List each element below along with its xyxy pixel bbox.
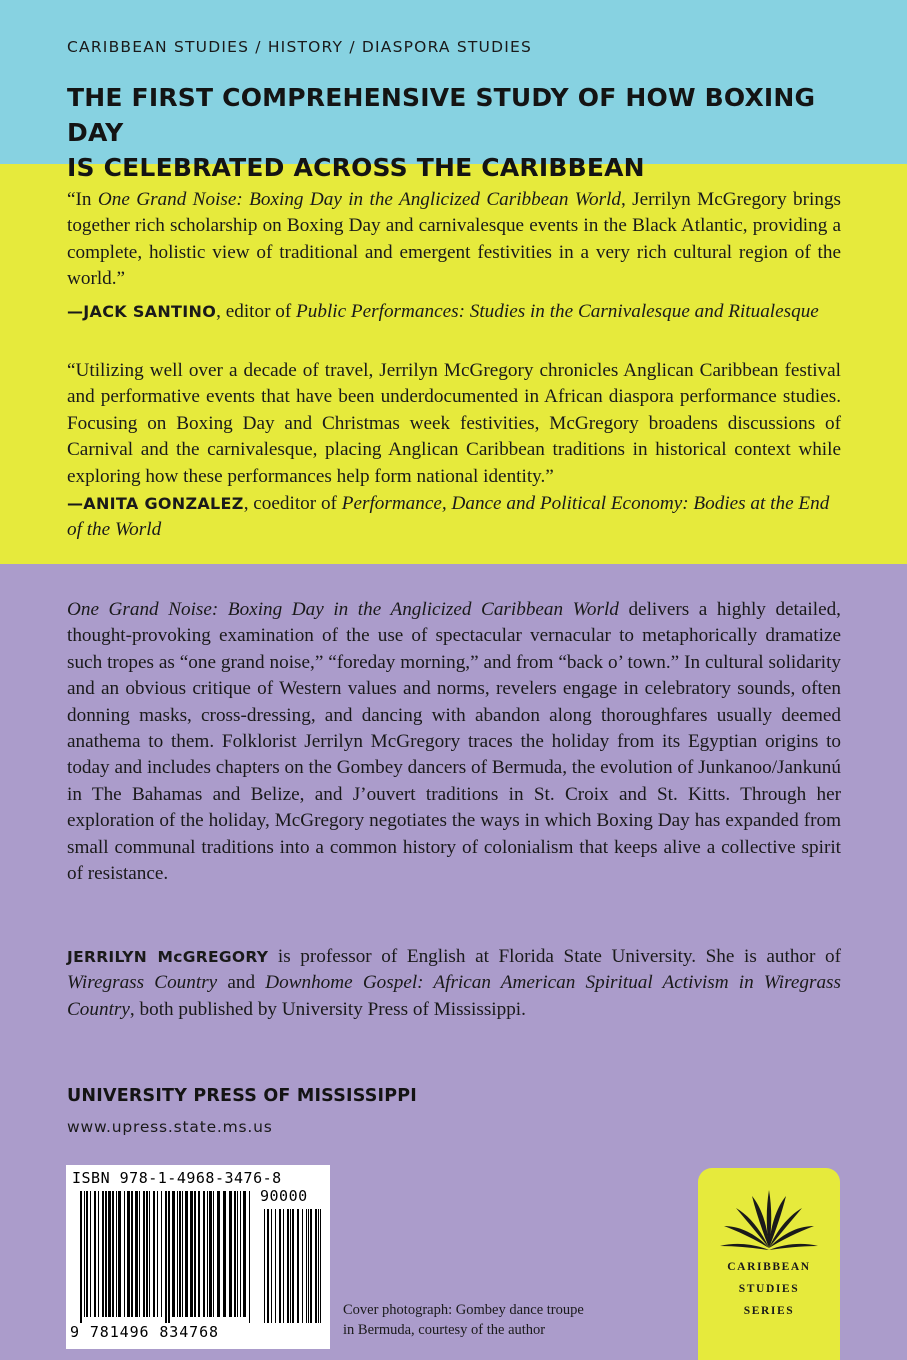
series-label-line-3: SERIES [743,1305,795,1317]
publisher-name: UNIVERSITY PRESS OF MISSISSIPPI [67,1086,418,1106]
isbn-number: ISBN 978-1-4968-3476-8 [72,1169,282,1187]
barcode-bar [177,1191,178,1317]
barcode-bar [185,1191,188,1317]
caption-line-1: Cover photograph: Gombey dance troupe [343,1302,584,1318]
barcode-bar [194,1191,196,1317]
blurb-1-role: , editor of [216,301,297,322]
isbn-barcode [66,1165,330,1349]
publisher-url[interactable]: www.upress.state.ms.us [67,1118,273,1136]
blurb-2-attribution [67,491,841,544]
barcode-bar [86,1191,88,1317]
barcode-bar [203,1191,205,1317]
barcode-bar [237,1191,238,1317]
barcode-bar [287,1209,289,1323]
barcode-bar [234,1191,236,1317]
series-badge [698,1168,840,1360]
barcode-bar [112,1191,114,1317]
barcode-bar [105,1191,107,1317]
barcode-bar [94,1191,96,1317]
blurb-2-role: , coeditor of [243,493,342,514]
series-label-line-1: CARIBBEAN [727,1261,811,1273]
barcode-bar [315,1209,317,1323]
barcode-bar [172,1191,175,1317]
blurb-1-work: Public Performances: Studies in the Carnivalesque and Ritualesque [296,301,819,322]
barcode-bar [207,1191,208,1317]
barcode-bar [102,1191,104,1317]
barcode-bar [292,1209,294,1323]
author-name: JERRILYN McGREGORY [67,948,269,966]
series-label [698,1256,840,1322]
barcode-bar [198,1191,200,1317]
bio-text-2: , both published by University Press of Mississippi. [129,998,526,1020]
bio-and: and [217,972,266,994]
barcode-bar [302,1209,303,1323]
blurb-1-attribution [67,299,841,325]
barcode-bar [116,1191,117,1317]
headline-line-1: THE FIRST COMPREHENSIVE STUDY OF HOW BOXING DAY [67,83,816,147]
blurb-1-quote [67,187,841,293]
barcode-bar [306,1209,307,1323]
series-label-line-2: STUDIES [738,1283,800,1295]
barcode-bar [297,1209,299,1323]
barcode-bar [267,1209,269,1323]
barcode-bar [146,1191,148,1317]
barcode-bar [229,1191,232,1317]
barcode-bar [243,1191,246,1317]
barcode-bar [318,1209,319,1323]
barcode-bar [308,1209,309,1323]
barcode-bar [320,1209,321,1323]
barcode-bar [275,1209,276,1323]
barcode-bar [213,1191,214,1317]
barcode-bar [80,1191,82,1323]
barcode-bar [190,1191,193,1317]
barcode-bar [157,1191,158,1317]
barcode-bar [223,1191,226,1317]
barcode-bar [209,1191,212,1317]
barcode-bar [279,1209,281,1323]
barcode-bar [153,1191,155,1317]
fan-palm-icon [714,1188,824,1252]
cover-caption [343,1300,643,1340]
barcode-bar [108,1191,111,1317]
barcode-digits: 9 781496 834768 [70,1323,219,1341]
barcode-bar [127,1191,130,1317]
blurb-1-author: —JACK SANTINO [67,302,217,321]
blurb-1-quote-open: “In [67,189,98,210]
blurb-2-author: —ANITA GONZALEZ [67,494,244,513]
barcode-bar [290,1209,291,1323]
barcode-bar [149,1191,150,1317]
bio-book-2: Downhome Gospel: African American Spiritual Activism in Wiregrass Country [67,972,841,1020]
book-description [67,597,841,887]
barcode-bar [249,1191,250,1323]
barcode-bar [310,1209,312,1323]
barcode-bar [90,1191,91,1317]
bio-book-1: Wiregrass Country [67,972,218,994]
barcode-bar [135,1191,138,1317]
barcode-bar [139,1191,140,1317]
barcode-bar [182,1191,183,1317]
barcode-bar [217,1191,220,1317]
barcode-bar [84,1191,85,1317]
barcode-bar [271,1209,272,1323]
barcode-bar [124,1191,125,1317]
blurb-2-work: Performance, Dance and Political Economy: Bodies at the End of the World [67,493,830,541]
barcode-bar [131,1191,133,1317]
author-bio [67,944,841,1023]
subject-categories: CARIBBEAN STUDIES / HISTORY / DIASPORA STUDIES [67,38,533,56]
barcode-bar [143,1191,145,1317]
barcode-bar [118,1191,121,1317]
barcode-bar [168,1191,170,1323]
blurb-2-quote: “Utilizing well over a decade of travel, Jerrilyn McGregory chronicles Anglican Caribbean festival and performative events that have been underdocumented in African diaspora performance studies. Focusing on Boxing Day and Christmas week festivities, McGregory broadens discussions of Carnival and the carnivalesque, placing Anglican Caribbean traditions in historical context while exploring how these performances help form national identity.” [67,360,841,487]
caption-line-2: in Bermuda, courtesy of the author [343,1322,546,1338]
barcode-bar [179,1191,181,1317]
description-book-title: One Grand Noise: Boxing Day in the Anglicized Caribbean World [67,599,619,620]
barcode-bar [283,1209,284,1323]
bio-text-1: is professor of English at Florida State University. She is author of [268,946,841,967]
barcode-bar [165,1191,167,1323]
headline-line-2: IS CELEBRATED ACROSS THE CARIBBEAN [67,153,645,182]
barcode-bar [161,1191,162,1317]
blurb-1-book-title: One Grand Noise: Boxing Day in the Anglicized Caribbean World [97,189,621,210]
headline [67,80,867,185]
blurb-1-quote-text: , Jerrilyn McGregory brings together rich scholarship on Boxing Day and carnivalesque events in the Black Atlantic, providing a complete, holistic view of traditional and emergent festivities in a very rich cultural region of the world.” [67,189,841,290]
price-code: 90000 [260,1187,308,1205]
barcode-bar [98,1191,99,1317]
barcode-bar [264,1209,265,1323]
description-text: delivers a highly detailed, thought-provoking examination of the use of spectacular vernacular to metaphorically dramatize such tropes as “one grand noise,” “foreday morning,” and from “back o’ town.” In cultural solidarity and an obvious critique of Western values and norms, revelers engage in celebratory sounds, often donning masks, cross-dressing, and dancing with abandon along thoroughfares usually deemed anathema to them. Folklorist Jerrilyn McGregory traces the holiday from its Egyptian origins to today and includes chapters on the Gombey dancers of Bermuda, the evolution of Junkanoo/Jankunú in The Bahamas and Belize, and J’ouvert traditions in St. Croix and St. Kitts. Through her exploration of the holiday, McGregory negotiates the ways in which Boxing Day has expanded from small communal traditions into a common history of colonialism that keeps alive a collective spirit of resistance. [67,599,841,885]
barcode-bar [240,1191,241,1317]
